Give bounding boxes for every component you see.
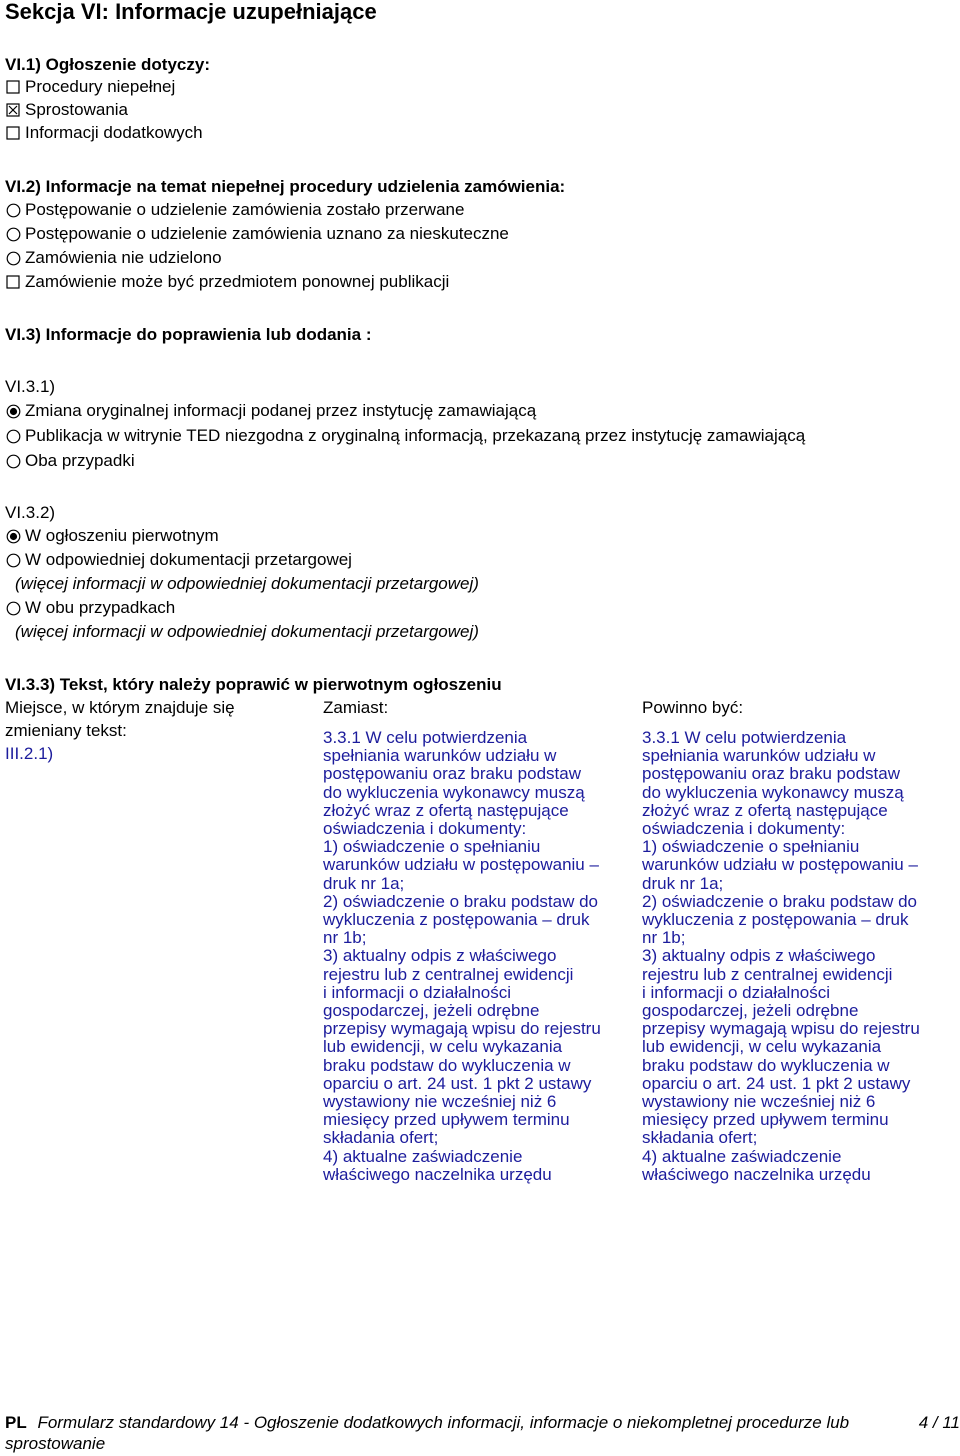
radio-empty-icon — [5, 553, 21, 568]
instead-line: miesięcy przed upływem terminu — [323, 1110, 570, 1130]
vi2-option-label: Postępowanie o udzielenie zamówienia uznano za nieskuteczne — [25, 224, 509, 243]
vi1-option-label: Informacji dodatkowych — [25, 123, 203, 142]
vi31-heading: VI.3.1) — [5, 377, 56, 396]
radio-empty-icon — [5, 454, 21, 469]
instead-line: oparciu o art. 24 ust. 1 pkt 2 ustawy — [323, 1073, 592, 1093]
instead-line: do wykluczenia wykonawcy muszą — [323, 782, 585, 802]
checkbox-empty-icon — [5, 80, 21, 94]
should-be-line: oparciu o art. 24 ust. 1 pkt 2 ustawy — [642, 1073, 911, 1093]
should-be-line: postępowaniu oraz braku podstaw — [642, 764, 900, 784]
radio-selected-icon — [5, 529, 21, 544]
should-be-line: wykluczenia z postępowania – druk — [642, 910, 909, 930]
instead-line: gospodarczej, jeżeli odrębne — [323, 1001, 540, 1021]
instead-line: przepisy wymagają wpisu do rejestru — [323, 1019, 601, 1039]
footer-form-title: Formularz standardowy 14 - Ogłoszenie dodatkowych informacji, informacje o niekompletnej procedurze lub — [37, 1413, 850, 1432]
should-be-line: właściwego naczelnika urzędu — [642, 1164, 871, 1184]
should-be-line: i informacji o działalności — [642, 982, 831, 1002]
section-title: Sekcja VI: Informacje uzupełniające — [5, 0, 377, 24]
instead-line: spełniania warunków udziału w — [323, 746, 557, 766]
checkbox-empty-icon — [5, 126, 21, 140]
vi1-option — [5, 123, 203, 143]
instead-line: i informacji o działalności — [323, 982, 512, 1002]
instead-label: Zamiast: — [323, 698, 389, 717]
instead-line: lub ewidencji, w celu wykazania — [323, 1037, 563, 1057]
should-be-line: 3.3.1 W celu potwierdzenia — [642, 728, 847, 747]
radio-empty-icon — [5, 601, 21, 616]
instead-line: 2) oświadczenie o braku podstaw do — [323, 891, 598, 911]
should-be-line: 4) aktualne zaświadczenie — [642, 1146, 842, 1166]
instead-line: właściwego naczelnika urzędu — [323, 1164, 552, 1184]
vi2-option-label: Zamówienia nie udzielono — [25, 248, 222, 267]
instead-line: złożyć wraz z ofertą następujące — [323, 800, 569, 820]
should-be-line: lub ewidencji, w celu wykazania — [642, 1037, 882, 1057]
vi31-option-label: Publikacja w witrynie TED niezgodna z oryginalną informacją, przekazaną przez instytucję zamawiającą — [25, 426, 806, 445]
should-be-line: wystawiony nie wcześniej niż 6 — [642, 1092, 876, 1112]
instead-line: nr 1b; — [323, 928, 367, 948]
should-be-line: gospodarczej, jeżeli odrębne — [642, 1001, 859, 1021]
vi31-option-label: Oba przypadki — [25, 451, 135, 470]
instead-text — [323, 729, 601, 1184]
checkbox-empty-icon — [5, 275, 21, 289]
radio-empty-icon — [5, 429, 21, 444]
instead-line: postępowaniu oraz braku podstaw — [323, 764, 581, 784]
vi32-option — [5, 550, 352, 570]
vi31-option — [5, 451, 135, 471]
vi1-option-label: Procedury niepełnej — [25, 77, 176, 96]
should-be-line: braku podstaw do wykluczenia w — [642, 1055, 890, 1075]
instead-line: druk nr 1a; — [323, 873, 405, 893]
should-be-text — [642, 729, 920, 1184]
vi32-note: (więcej informacji w odpowiedniej dokumentacji przetargowej) — [15, 574, 479, 593]
should-be-line: złożyć wraz z ofertą następujące — [642, 800, 888, 820]
place-value: III.2.1) — [5, 744, 54, 763]
radio-selected-icon — [5, 404, 21, 419]
should-be-line: rejestru lub z centralnej ewidencji — [642, 964, 893, 984]
should-be-label: Powinno być: — [642, 698, 744, 717]
vi3-heading: VI.3) Informacje do poprawienia lub dodania : — [5, 325, 372, 344]
place-label-line-2: zmieniany tekst: — [5, 721, 127, 740]
vi32-option-label: W ogłoszeniu pierwotnym — [25, 526, 219, 545]
vi32-heading: VI.3.2) — [5, 503, 56, 522]
vi2-option — [5, 200, 464, 220]
vi33-heading: VI.3.3) Tekst, który należy poprawić w pierwotnym ogłoszeniu — [5, 675, 502, 694]
vi31-option-label: Zmiana oryginalnej informacji podanej przez instytucję zamawiającą — [25, 401, 537, 420]
vi2-option — [5, 248, 222, 268]
vi32-option — [5, 598, 175, 618]
radio-empty-icon — [5, 227, 21, 242]
vi1-option — [5, 100, 128, 120]
should-be-line: warunków udziału w postępowaniu – — [642, 855, 918, 875]
vi1-heading: VI.1) Ogłoszenie dotyczy: — [5, 55, 210, 74]
should-be-line: nr 1b; — [642, 928, 686, 948]
checkbox-crossed-icon — [5, 103, 21, 117]
vi32-option-label: W obu przypadkach — [25, 598, 176, 617]
instead-line: składania ofert; — [323, 1128, 439, 1148]
vi31-option — [5, 401, 536, 421]
vi32-note: (więcej informacji w odpowiedniej dokumentacji przetargowej) — [15, 622, 479, 641]
vi31-option — [5, 426, 805, 446]
instead-line: wystawiony nie wcześniej niż 6 — [323, 1092, 557, 1112]
place-label-line-1: Miejsce, w którym znajduje się — [5, 698, 235, 717]
instead-line: warunków udziału w postępowaniu – — [323, 855, 599, 875]
instead-line: 1) oświadczenie o spełnianiu — [323, 837, 541, 857]
should-be-line: 3) aktualny odpis z właściwego — [642, 946, 876, 966]
footer-form-title-cont: sprostowanie — [5, 1434, 106, 1453]
vi2-option — [5, 272, 449, 292]
footer-lang: PL — [5, 1413, 27, 1432]
vi32-option-label: W odpowiedniej dokumentacji przetargowej — [25, 550, 352, 569]
radio-empty-icon — [5, 203, 21, 218]
instead-line: oświadczenia i dokumenty: — [323, 819, 527, 839]
vi1-option — [5, 77, 175, 97]
should-be-line: spełniania warunków udziału w — [642, 746, 876, 766]
should-be-line: do wykluczenia wykonawcy muszą — [642, 782, 904, 802]
should-be-line: składania ofert; — [642, 1128, 758, 1148]
instead-line: wykluczenia z postępowania – druk — [323, 910, 590, 930]
instead-line: braku podstaw do wykluczenia w — [323, 1055, 571, 1075]
vi2-option — [5, 224, 509, 244]
instead-line: rejestru lub z centralnej ewidencji — [323, 964, 574, 984]
should-be-line: miesięcy przed upływem terminu — [642, 1110, 889, 1130]
instead-line: 3.3.1 W celu potwierdzenia — [323, 728, 528, 747]
should-be-line: oświadczenia i dokumenty: — [642, 819, 846, 839]
vi2-heading: VI.2) Informacje na temat niepełnej procedury udzielenia zamówienia: — [5, 177, 566, 196]
should-be-line: przepisy wymagają wpisu do rejestru — [642, 1019, 920, 1039]
vi32-option — [5, 526, 219, 546]
instead-line: 3) aktualny odpis z właściwego — [323, 946, 557, 966]
vi2-option-label: Zamówienie może być przedmiotem ponownej publikacji — [25, 272, 450, 291]
should-be-line: 2) oświadczenie o braku podstaw do — [642, 891, 917, 911]
should-be-line: druk nr 1a; — [642, 873, 724, 893]
should-be-line: 1) oświadczenie o spełnianiu — [642, 837, 860, 857]
vi1-option-label: Sprostowania — [25, 100, 129, 119]
instead-line: 4) aktualne zaświadczenie — [323, 1146, 523, 1166]
radio-empty-icon — [5, 251, 21, 266]
vi2-option-label: Postępowanie o udzielenie zamówienia zostało przerwane — [25, 200, 465, 219]
footer-page-number: 4 / 11 — [918, 1413, 960, 1432]
